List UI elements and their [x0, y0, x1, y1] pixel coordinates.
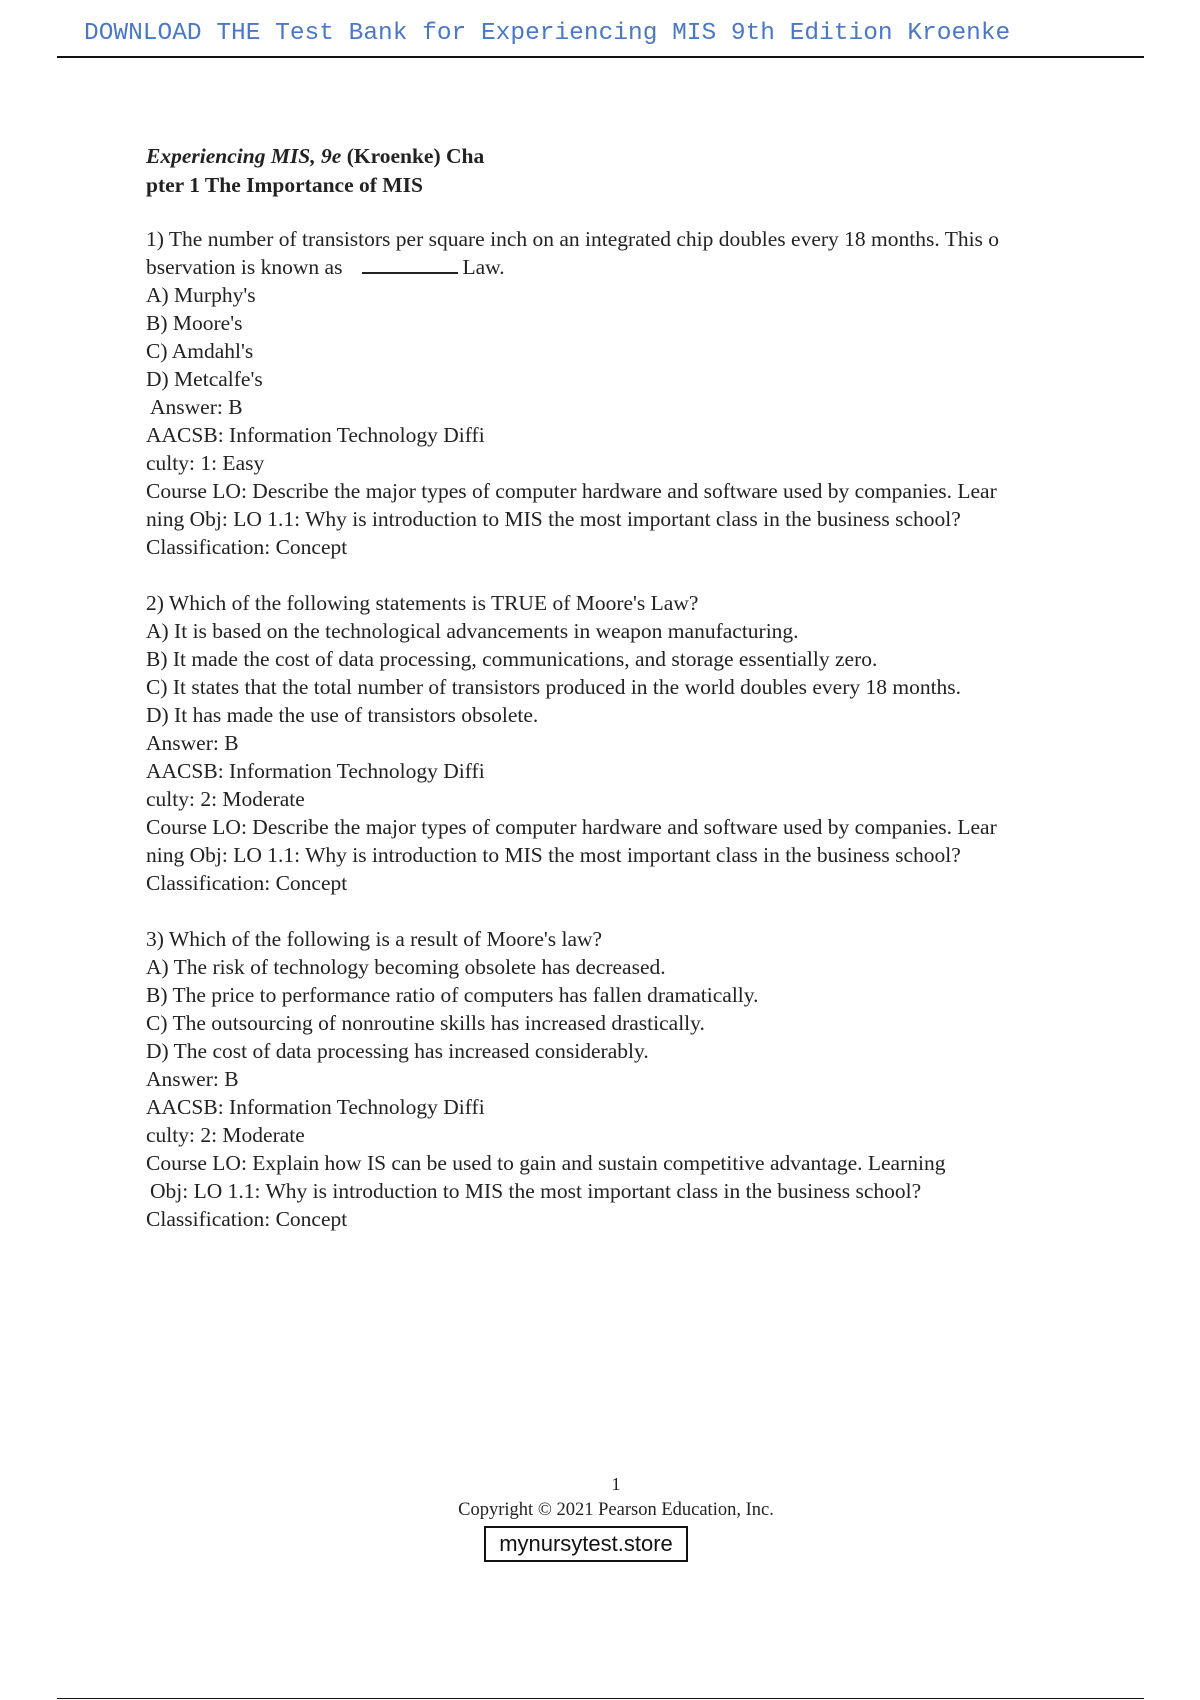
option-b: B) It made the cost of data processing, communications, and storage essentially zero. [146, 647, 878, 671]
option-d: D) Metcalfe's [146, 367, 263, 391]
learning-obj: ning Obj: LO 1.1: Why is introduction to MIS the most important class in the business school? [146, 507, 961, 531]
aacsb: AACSB: Information Technology Diffi [146, 1095, 485, 1119]
option-d: D) The cost of data processing has increased considerably. [146, 1039, 649, 1063]
learning-obj: Obj: LO 1.1: Why is introduction to MIS the most important class in the business school? [150, 1179, 922, 1203]
title-author: (Kroenke) Cha [341, 144, 485, 168]
option-c: C) It states that the total number of transistors produced in the world doubles every 18 months. [146, 675, 962, 699]
question-3 [146, 925, 1106, 1233]
stem-text-before-blank: bservation is known as [146, 255, 343, 279]
option-a: A) It is based on the technological advancements in weapon manufacturing. [146, 619, 799, 643]
option-a: A) The risk of technology becoming obsolete has decreased. [146, 955, 666, 979]
answer: Answer: B [146, 1067, 239, 1091]
title-chapter: pter 1 The Importance of MIS [146, 173, 423, 197]
aacsb: AACSB: Information Technology Diffi [146, 759, 485, 783]
copyright-notice: Copyright © 2021 Pearson Education, Inc. [458, 1500, 774, 1520]
answer: Answer: B [150, 395, 243, 419]
course-lo: Course LO: Describe the major types of computer hardware and software used by companies. Lear [146, 815, 997, 839]
question-stem-continued [146, 253, 1106, 281]
footer-divider [57, 1698, 1144, 1699]
question-2 [146, 589, 1106, 897]
answer: Answer: B [146, 731, 239, 755]
title-book-name: Experiencing MIS, 9e [146, 144, 342, 168]
question-stem: 3) Which of the following is a result of Moore's law? [146, 927, 603, 951]
option-a: A) Murphy's [146, 283, 256, 307]
document-title [146, 142, 1106, 200]
difficulty: culty: 1: Easy [146, 451, 265, 475]
classification: Classification: Concept [146, 1207, 348, 1231]
course-lo: Course LO: Explain how IS can be used to gain and sustain competitive advantage. Learning [146, 1151, 946, 1175]
document-body [146, 142, 1106, 1261]
question-1 [146, 225, 1106, 561]
question-stem: 2) Which of the following statements is TRUE of Moore's Law? [146, 591, 699, 615]
fill-in-blank [362, 254, 458, 274]
course-lo: Course LO: Describe the major types of computer hardware and software used by companies. Lear [146, 479, 997, 503]
classification: Classification: Concept [146, 535, 348, 559]
option-b: B) Moore's [146, 311, 243, 335]
stem-text-after-blank: Law. [462, 255, 505, 279]
aacsb: AACSB: Information Technology Diffi [146, 423, 485, 447]
header-divider [57, 56, 1144, 58]
download-banner-link[interactable]: DOWNLOAD THE Test Bank for Experiencing MIS 9th Edition Kroenke [84, 20, 1011, 47]
difficulty: culty: 2: Moderate [146, 1123, 305, 1147]
option-d: D) It has made the use of transistors obsolete. [146, 703, 539, 727]
learning-obj: ning Obj: LO 1.1: Why is introduction to MIS the most important class in the business school? [146, 843, 961, 867]
option-c: C) Amdahl's [146, 339, 254, 363]
store-watermark-box: mynursytest.store [484, 1526, 688, 1562]
classification: Classification: Concept [146, 871, 348, 895]
option-c: C) The outsourcing of nonroutine skills has increased drastically. [146, 1011, 705, 1035]
page-number: 1 [611, 1474, 621, 1494]
difficulty: culty: 2: Moderate [146, 787, 305, 811]
question-stem: 1) The number of transistors per square inch on an integrated chip doubles every 18 months. This o [146, 227, 1000, 251]
option-b: B) The price to performance ratio of computers has fallen dramatically. [146, 983, 759, 1007]
